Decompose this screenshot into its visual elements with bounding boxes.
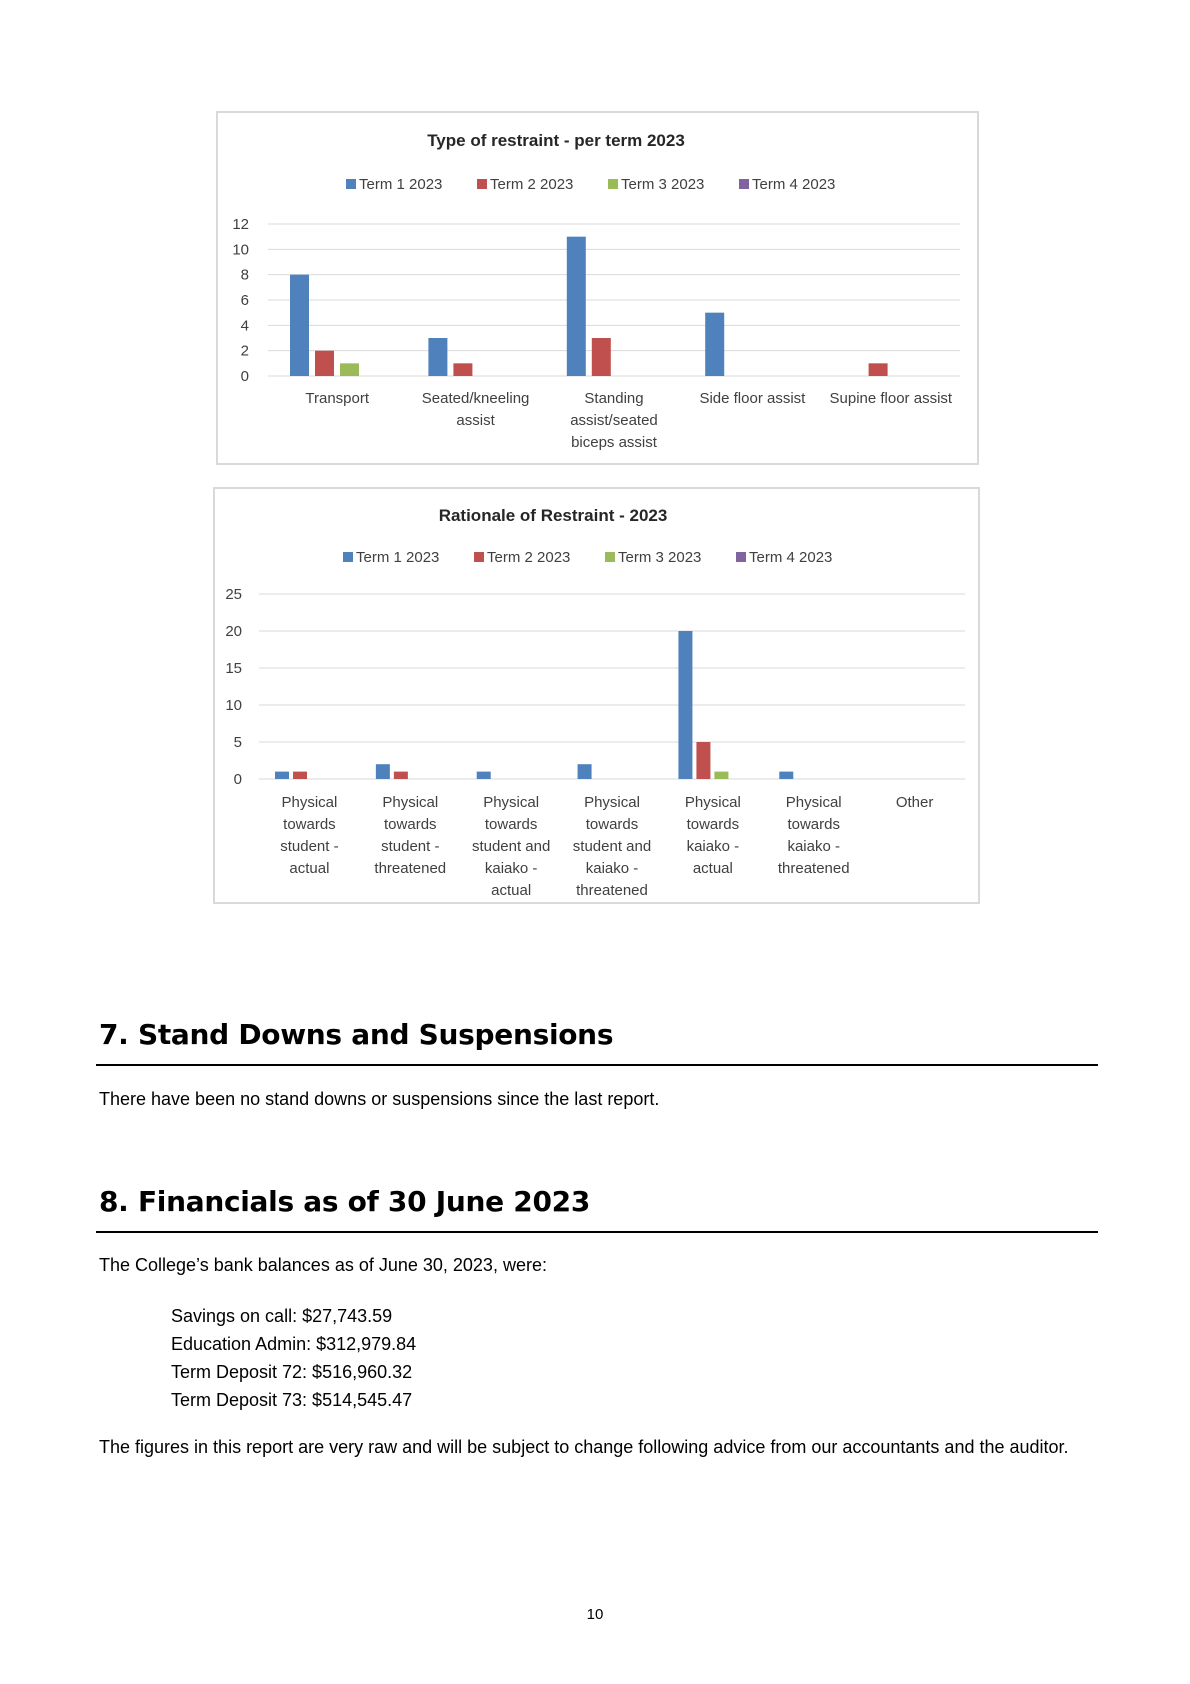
section-7-rule xyxy=(96,1064,1098,1066)
y-tick-label-2: 2 xyxy=(240,342,249,360)
legend-label-4: Term 4 2023 xyxy=(749,549,833,566)
y-tick-label-4: 4 xyxy=(240,317,249,335)
y-tick-label-5: 5 xyxy=(233,734,242,751)
category-label-4: Side floor assist xyxy=(699,390,806,407)
restraint-type-chart xyxy=(216,111,979,465)
bar-5-2 xyxy=(696,742,710,779)
y-tick-label-15: 15 xyxy=(225,660,242,677)
y-tick-label-0: 0 xyxy=(233,771,242,788)
category-label-6: Physical towards kaiako -threatened xyxy=(777,794,850,877)
y-tick-label-6: 6 xyxy=(240,292,249,309)
legend-label-2: Term 2 2023 xyxy=(490,176,574,193)
bar-1-1 xyxy=(275,772,289,779)
restraint-rationale-chart-svg xyxy=(215,489,978,902)
chart-title: Rationale of Restraint - 2023 xyxy=(438,506,668,525)
balance-term-deposit-73: Term Deposit 73: $514,545.47 xyxy=(171,1390,413,1410)
bar-5-1 xyxy=(678,631,692,779)
category-label-1: Physical towards student -actual xyxy=(280,794,339,877)
y-tick-label-8: 8 xyxy=(240,266,249,284)
legend-label-1: Term 1 2023 xyxy=(356,549,440,566)
bar-5-3 xyxy=(714,772,728,779)
bar-2-1 xyxy=(376,764,390,779)
section-8-heading: 8. Financials as of 30 June 2023 xyxy=(99,1185,590,1218)
category-label-3: Physical towards student and kaiako -actual xyxy=(471,794,551,899)
bar-2-2 xyxy=(394,772,408,779)
section-8-rule xyxy=(96,1231,1098,1233)
legend-swatch-2 xyxy=(477,179,487,189)
bar-1-2 xyxy=(315,351,334,376)
balance-savings: Savings on call: $27,743.59 xyxy=(171,1306,393,1326)
category-label-5: Supine floor assist xyxy=(829,390,953,407)
page-number: 10 xyxy=(586,1606,604,1623)
section-7-body: There have been no stand downs or suspensions since the last report. xyxy=(99,1089,660,1109)
y-tick-label-25: 25 xyxy=(225,586,242,603)
bar-4-1 xyxy=(705,313,724,376)
bar-1-3 xyxy=(340,363,359,376)
legend-label-3: Term 3 2023 xyxy=(621,176,705,193)
bar-3-1 xyxy=(567,237,586,376)
category-label-4: Physical towards student and kaiako -threatened xyxy=(572,794,652,899)
restraint-rationale-chart xyxy=(213,487,980,904)
bar-6-1 xyxy=(779,772,793,779)
bar-2-2 xyxy=(453,363,472,376)
y-tick-label-12: 12 xyxy=(232,216,249,233)
legend-label-1: Term 1 2023 xyxy=(359,176,443,193)
y-tick-label-10: 10 xyxy=(225,697,242,714)
bar-2-1 xyxy=(428,338,447,376)
legend-swatch-1 xyxy=(343,552,353,562)
bar-3-2 xyxy=(592,338,611,376)
chart-legend xyxy=(343,549,832,566)
legend-swatch-3 xyxy=(605,552,615,562)
restraint-type-chart-svg xyxy=(218,113,977,463)
category-label-5: Physical towards kaiako -actual xyxy=(684,794,741,877)
legend-swatch-1 xyxy=(346,179,356,189)
legend-swatch-4 xyxy=(739,179,749,189)
y-tick-label-20: 20 xyxy=(225,623,242,640)
legend-swatch-3 xyxy=(608,179,618,189)
bar-1-1 xyxy=(290,275,309,376)
section-7-heading: 7. Stand Downs and Suspensions xyxy=(99,1018,614,1051)
chart-title: Type of restraint - per term 2023 xyxy=(427,131,685,150)
category-label-1: Transport xyxy=(305,390,370,407)
y-tick-label-10: 10 xyxy=(232,241,249,259)
category-label-2: Physical towards student -threatened xyxy=(374,794,447,877)
chart-legend xyxy=(346,176,835,193)
legend-label-4: Term 4 2023 xyxy=(752,176,836,193)
bank-balance-list xyxy=(171,1302,416,1414)
legend-label-3: Term 3 2023 xyxy=(618,549,702,566)
section-8-intro: The College’s bank balances as of June 30, 2023, were: xyxy=(99,1255,547,1275)
category-label-3: Standing assist/seated biceps assist xyxy=(570,390,658,451)
bar-4-1 xyxy=(578,764,592,779)
legend-swatch-2 xyxy=(474,552,484,562)
category-label-2: Seated/kneeling assist xyxy=(421,390,530,429)
bar-5-2 xyxy=(869,363,888,376)
legend-swatch-4 xyxy=(736,552,746,562)
balance-education-admin: Education Admin: $312,979.84 xyxy=(171,1334,417,1354)
y-tick-label-0: 0 xyxy=(240,368,249,385)
category-label-7: Other xyxy=(895,794,934,811)
bar-1-2 xyxy=(293,772,307,779)
bar-3-1 xyxy=(477,772,491,779)
balance-term-deposit-72: Term Deposit 72: $516,960.32 xyxy=(171,1362,413,1382)
legend-label-2: Term 2 2023 xyxy=(487,549,571,566)
section-8-note: The figures in this report are very raw and will be subject to change following advice from our accountants and the auditor. xyxy=(99,1437,1069,1457)
